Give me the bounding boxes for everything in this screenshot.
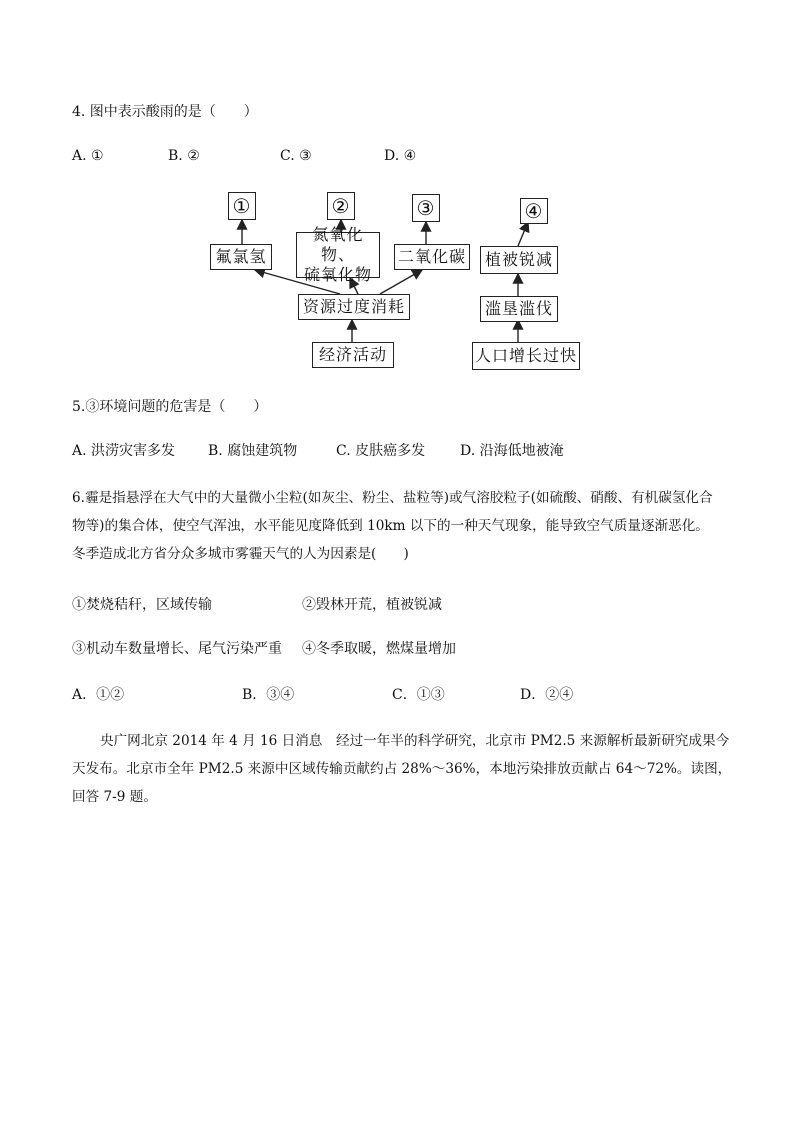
q6-option-c: C．①③ [392,687,445,703]
cfc-box: 氟氯氢 [210,244,272,270]
pm25-passage [72,727,732,811]
q6-stem-line-3: 冬季造成北方省分众多城市雾霾天气的人为因素是( ) [72,546,409,562]
q6-option-d: D．②④ [520,687,574,703]
q6-item-2: ②毁林开荒，植被锐减 [302,597,442,613]
q4-option-d: D. ④ [384,148,417,164]
q6-stem [72,484,732,568]
q6-item-1: ①焚烧秸秆，区域传输 [72,597,212,613]
q6-item-3: ③机动车数量增长、尾气污染严重 [72,641,282,657]
environment-flow-diagram [200,186,590,372]
outcome-box-3: ③ [412,194,440,222]
passage-line-3: 回答 7-9 题。 [72,789,157,805]
q5-option-a: A. 洪涝灾害多发 [72,443,176,459]
passage-line-2: 天发布。北京市全年 PM2.5 来源中区域传输贡献约占 28%～36%，本地污染排放贡献占 64～72%。读图， [72,761,732,777]
nox-label: 氮氧化物、 [312,225,364,264]
outcome-box-4: ④ [520,198,548,224]
q5-option-d: D. 沿海低地被淹 [460,443,564,459]
q5-option-c: C. 皮肤癌多发 [336,443,426,459]
population-growth-box: 人口增长过快 [472,342,580,370]
q5-stem: 5.③环境问题的危害是（ ） [72,399,268,415]
q6-stem-line-2: 物等)的集合体，使空气浑浊，水平能见度降低到 10km 以下的一种天气现象，能导致空气质量逐渐恶化。 [72,518,709,534]
sox-label: 硫氧化物 [303,265,372,284]
q5-option-b: B. 腐蚀建筑物 [208,443,298,459]
q6-option-b: B．③④ [242,687,295,703]
economic-activity-box: 经济活动 [312,342,394,368]
deforestation-box: 滥垦滥伐 [480,296,558,322]
q4-option-c: C. ③ [280,148,312,164]
q4-option-a: A. ① [72,148,104,164]
outcome-box-1: ① [228,192,256,220]
co2-box: 二氧化碳 [394,244,470,270]
q6-stem-line-1: 6.霾是指悬浮在大气中的大量微小尘粒(如灰尘、粉尘、盐粒等)或气溶胶粒子(如硫酸、硝酸、有机碳氢化合 [72,490,713,506]
vegetation-loss-box: 植被锐减 [480,246,558,274]
q4-option-b: B. ② [168,148,200,164]
q6-item-4: ④冬季取暖，燃煤量增加 [302,641,456,657]
outcome-box-2: ② [327,192,355,220]
q6-option-a: A．①② [72,687,125,703]
passage-line-1: 央广网北京 2014 年 4 月 16 日消息 经过一年半的科学研究，北京市 PM2.5 来源解析最新研究成果今 [100,733,730,749]
q4-stem: 4. 图中表示酸雨的是（ ） [72,104,258,120]
nox-sox-box [296,225,380,284]
resource-overuse-box: 资源过度消耗 [298,294,410,320]
